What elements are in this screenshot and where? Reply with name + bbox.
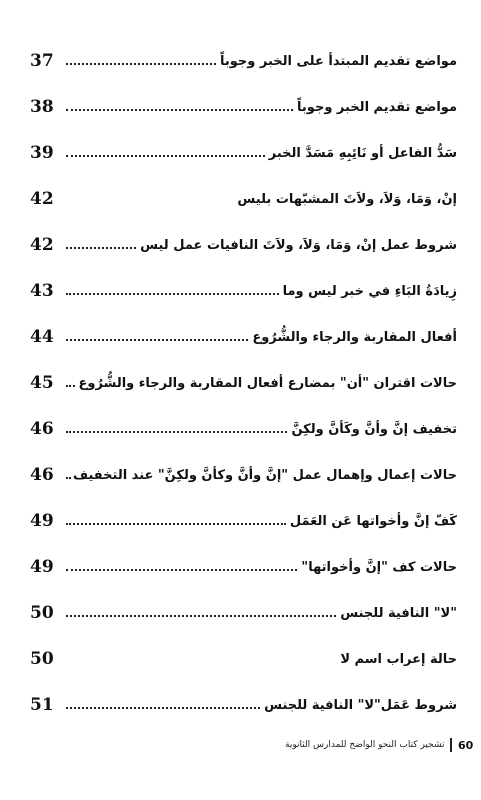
toc-page-number: 50 [30,603,54,623]
toc-row [30,38,457,84]
toc-entry-title: حالات اقتران "أن" بمضارع أفعال المقاربة والرجاء والشُّرُوع [78,375,457,391]
toc-row [30,314,457,360]
dot-leader [66,605,336,617]
toc-page-number: 42 [30,189,54,209]
toc-entry-title: حالات إعمال وإهمال عمل "إنَّ وأنَّ وكأنَّ ولكِنَّ" عند التخفيف [73,467,457,483]
dot-leader [66,513,286,525]
toc-row [30,544,457,590]
footer-book-title: تشجير كتاب النحو الواضح للمدارس الثانوية [285,740,445,750]
toc-page-number: 46 [30,419,54,439]
dot-leader [66,145,265,157]
dot-leader [66,53,216,65]
toc-row [30,222,457,268]
toc-page-number: 49 [30,557,54,577]
toc-entry-title: زِيادَةُ البَاءِ في خبر ليس وما [282,283,457,299]
toc-entry-title: تخفيف إنَّ وأنَّ وكَأنَّ ولكِنَّ [291,421,457,437]
toc-entry-title: حالات كف "إنَّ وأخواتها" [301,559,457,575]
toc-entry-title: سَدُّ الفاعل أو نَائِبِهِ مَسَدَّ الخبر [268,145,457,161]
footer-separator [450,738,452,752]
toc-entry-title: مواضع تقديم المبتدأ على الخبر وجوباً [220,53,457,69]
dot-leader [66,697,260,709]
toc-entry-title: شروط عمل إنْ، وَمَا، وَلاَ، ولاَتَ النافيات عمل ليس [140,237,457,253]
toc-row [30,176,457,222]
toc-page-number: 50 [30,649,54,669]
toc-page-number: 49 [30,511,54,531]
dot-leader [66,237,136,249]
toc-row [30,84,457,130]
footer-page-number: 60 [457,738,474,752]
toc-page-number: 42 [30,235,54,255]
toc-entry-title: مواضع تقديم الخبر وجوباً [297,99,457,115]
toc-row [30,268,457,314]
dot-leader [66,329,248,341]
dot-leader [66,99,293,111]
toc-row [30,636,457,682]
dot-leader [66,283,279,295]
toc-page-number: 38 [30,97,54,117]
dot-leader [66,375,75,387]
toc-page-number: 44 [30,327,54,347]
toc-row [30,130,457,176]
toc-entry-title: أفعال المقاربة والرجاء والشُّرُوع [252,329,457,345]
toc-page-number: 45 [30,373,54,393]
dot-leader [66,421,287,433]
toc-row [30,452,457,498]
toc-entry-title: كَفّ إنَّ وأخواتها عَن العَمَل [289,513,457,529]
page-footer [285,738,473,752]
dot-leader [66,559,297,571]
toc-page-number: 43 [30,281,54,301]
toc-entry-title: حالة إعراب اسم لا [340,651,457,667]
toc-page-number: 39 [30,143,54,163]
toc-row [30,590,457,636]
dot-leader [66,467,69,479]
toc-entry-title: شروط عَمَل"لا" النافية للجنس [264,697,457,713]
toc-page-number: 46 [30,465,54,485]
toc-row [30,682,457,728]
toc-entry-title: "لا" النافية للجنس [340,605,457,621]
table-of-contents [30,38,457,728]
toc-entry-title: إنْ، وَمَا، وَلاَ، ولاَتَ المشبّهات بليس [237,191,457,207]
toc-row [30,360,457,406]
toc-row [30,406,457,452]
toc-row [30,498,457,544]
toc-page-number: 51 [30,695,54,715]
toc-page-number: 37 [30,51,54,71]
